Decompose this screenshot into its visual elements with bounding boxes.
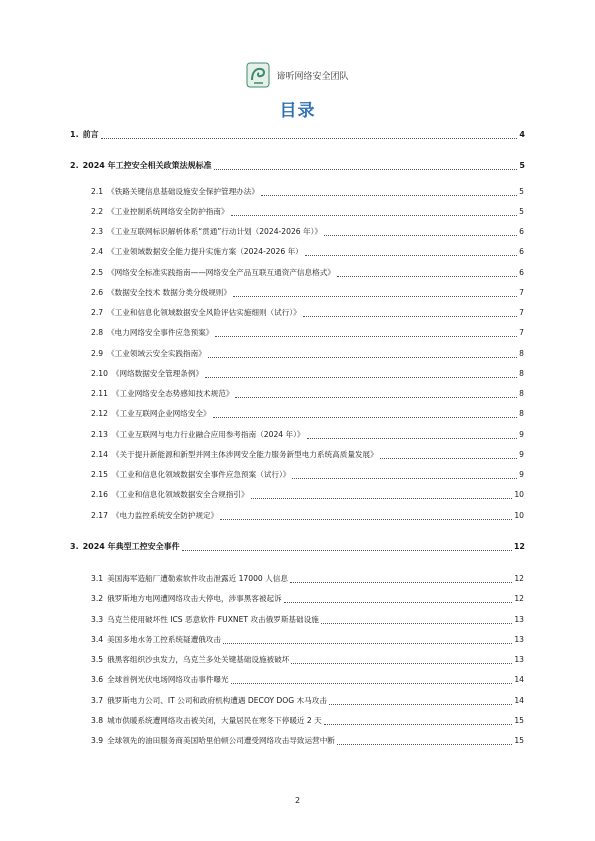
toc-entry-title: 乌克兰使用破坏性 ICS 恶意软件 FUXNET 攻击俄罗斯基础设施 [107,615,319,624]
toc-leader-dots [329,704,512,705]
toc-entry-title: 《工业互联网标识解析体系“贯通”行动计划（2024-2026 年）》 [107,227,323,236]
toc-entry-number: 3.6 [91,675,104,684]
toc-entry-number: 2.4 [91,247,104,256]
toc-entry-title: 《工业和信息化领域数据安全事件应急预案（试行）》 [111,470,291,479]
toc-entry-page: 15 [514,736,524,745]
toc-entry-title: 《网络安全标准实践指南——网络安全产品互联互通资产信息格式》 [107,268,335,277]
toc-entry[interactable] [70,541,525,553]
toc-entry-title: 《工业领域数据安全能力提升实施方案（2024-2026 年） [107,247,303,256]
toc-entry-number: 2.14 [91,450,108,459]
toc-entry-title: 2024 年典型工控安全事件 [82,542,180,551]
toc-entry-title: 全球领先的油田服务商美国哈里伯顿公司遭受网络攻击导致运营中断 [107,736,335,745]
toc-entry-title: 《数据安全技术 数据分类分级规则》 [107,288,231,297]
toc-entry-number: 3.8 [91,716,104,725]
toc-leader-dots [223,643,512,644]
toc-entry-page: 6 [519,247,524,256]
toc-entry-title: 《工业控制系统网络安全防护指南》 [107,207,229,216]
toc-leader-dots [235,397,517,398]
toc-entry-number: 3.5 [91,655,104,664]
toc-entry-number: 2.15 [91,470,108,479]
team-logo-icon [246,62,270,88]
toc-entry-title: 美国海军造船厂遭勒索软件攻击泄露近 17000 人信息 [107,574,288,583]
toc-entry[interactable] [91,307,524,319]
toc-entry-title: 《铁路关键信息基础设施安全保护管理办法》 [107,187,259,196]
toc-entry-page: 12 [514,574,524,583]
toc-entry[interactable] [91,186,524,198]
toc-entry-number: 2.5 [91,268,104,277]
toc-entry-page: 7 [519,308,524,317]
toc-entry-title: 《工业网络安全态势感知技术规范》 [111,389,234,398]
toc-entry-page: 8 [519,349,524,358]
toc-entry-page: 8 [519,409,524,418]
toc-entry-page: 8 [519,389,524,398]
toc-entry-title: 俄黑客组织沙虫发力，乌克兰多处关键基础设施被破坏 [107,655,290,664]
toc-entry-page: 9 [519,450,524,459]
toc-entry-page: 15 [514,716,524,725]
toc-entry[interactable] [91,408,524,420]
toc-entry[interactable] [91,674,524,686]
toc-entry[interactable] [91,510,524,522]
toc-entry-number: 2.7 [91,308,104,317]
toc-entry-number: 3. [70,542,79,551]
toc-entry-title: 《工业和信息化领域数据安全合规指引》 [111,490,249,499]
toc-leader-dots [291,663,512,664]
toc-leader-dots [284,602,513,603]
toc-entry-number: 2.1 [91,187,104,196]
toc-leader-dots [261,195,517,196]
toc-leader-dots [290,582,512,583]
toc-entry-title: 美国多地水务工控系统疑遭俄攻击 [107,635,221,644]
toc-entry-title: 《关于提升新能源和新型并网主体涉网安全能力服务新型电力系统高质量发展》 [111,450,378,459]
toc-entry[interactable] [91,489,524,501]
toc-entry[interactable] [91,206,524,218]
toc-entry-page: 10 [514,490,524,499]
toc-entry-page: 7 [519,328,524,337]
toc-entry-page: 13 [514,635,524,644]
toc-entry-page: 6 [519,268,524,277]
toc-leader-dots [307,438,518,439]
toc-entry[interactable] [70,160,525,172]
toc-entry-number: 3.9 [91,736,104,745]
toc-entry-page: 10 [514,511,524,520]
toc-entry-title: 《工业和信息化领域数据安全风险评估实施细则（试行）》 [107,308,301,317]
toc-entry-number: 2.16 [91,490,108,499]
toc-entry-page: 14 [514,675,524,684]
toc-leader-dots [213,417,518,418]
page-title: 目录 [279,101,316,121]
team-name: 谛听网络安全团队 [276,71,349,82]
toc-entry-page: 5 [519,207,524,216]
toc-entry-page: 4 [519,130,525,139]
toc-entry-number: 2.8 [91,328,104,337]
toc-entry[interactable] [91,573,524,585]
toc-entry[interactable] [91,287,524,299]
toc-leader-dots [205,377,517,378]
toc-entry-number: 2.10 [91,369,108,378]
toc-entry-page: 14 [514,696,524,705]
toc-entry-title: 《工业互联网企业网络安全》 [111,409,211,418]
toc-entry-number: 2.11 [91,389,108,398]
toc-entry-title: 《电力监控系统安全防护规定》 [111,511,219,520]
toc-entry[interactable] [91,654,524,666]
toc-entry-number: 2. [70,161,79,170]
toc-entry-title: 城市供暖系统遭网络攻击被关闭，大量居民在寒冬下停暖近 2 天 [107,716,322,725]
toc-entry-page: 9 [519,470,524,479]
toc-entry-page: 5 [519,187,524,196]
toc-entry-title: 全球首例光伏电场网络攻击事件曝光 [107,675,229,684]
page-header [0,62,595,88]
toc-entry-number: 2.3 [91,227,104,236]
toc-leader-dots [337,276,517,277]
toc-entry-page: 8 [519,369,524,378]
toc-entry[interactable] [70,129,525,141]
toc-entry-number: 3.1 [91,574,104,583]
toc-entry-title: 《电力网络安全事件应急预案》 [107,328,214,337]
toc-entry[interactable] [91,593,524,605]
toc-entry-page: 13 [514,615,524,624]
toc-entry-number: 2.17 [91,511,108,520]
toc-entry-number: 1. [70,130,79,139]
toc-leader-dots [324,724,513,725]
toc-entry[interactable] [91,695,524,707]
toc-entry-number: 2.6 [91,288,104,297]
toc-leader-dots [215,336,517,337]
toc-entry-page: 7 [519,288,524,297]
toc-entry[interactable] [91,327,524,339]
toc-entry-title: 俄罗斯地方电网遭网络攻击大停电，涉事黑客被起诉 [107,594,282,603]
toc-entry-title: 俄罗斯电力公司、IT 公司和政府机构遭遇 DECOY DOG 木马攻击 [107,696,327,705]
toc-leader-dots [337,744,512,745]
toc-leader-dots [214,169,518,170]
toc-leader-dots [208,357,517,358]
toc-entry-number: 3.2 [91,594,104,603]
toc-leader-dots [251,498,513,499]
toc-entry[interactable] [91,388,524,400]
toc-leader-dots [231,683,513,684]
toc-entry-number: 3.3 [91,615,104,624]
toc-entry[interactable] [91,368,524,380]
toc-entry-title: 《工业互联网与电力行业融合应用参考指南（2024 年）》 [111,430,305,439]
toc-leader-dots [233,296,517,297]
toc-entry-page: 6 [519,227,524,236]
toc-entry[interactable] [91,449,524,461]
toc-entry-number: 2.13 [91,430,108,439]
toc-entry-page: 13 [514,655,524,664]
toc-entry-page: 12 [513,542,525,551]
toc-entry-page: 12 [514,594,524,603]
toc-leader-dots [321,623,513,624]
toc-entry-title: 《工业领域云安全实践指南》 [107,349,206,358]
toc-entry[interactable] [91,348,524,360]
toc-entry[interactable] [91,614,524,626]
toc-entry[interactable] [91,267,524,279]
toc-entry-number: 2.12 [91,409,108,418]
toc-leader-dots [231,215,518,216]
toc-entry[interactable] [91,246,524,258]
toc-entry-title: 2024 年工控安全相关政策法规标准 [82,161,212,170]
toc-entry-number: 2.9 [91,349,104,358]
toc-leader-dots [305,255,517,256]
toc-leader-dots [182,550,512,551]
toc-entry[interactable] [91,469,524,481]
toc-leader-dots [101,138,518,139]
toc-entry-number: 3.4 [91,635,104,644]
toc-entry-number: 3.7 [91,696,104,705]
toc-leader-dots [292,478,517,479]
toc-entry-number: 2.2 [91,207,104,216]
toc-leader-dots [220,519,512,520]
toc-leader-dots [303,316,517,317]
toc-entry[interactable] [91,429,524,441]
toc-leader-dots [380,458,517,459]
toc-entry-title: 前言 [82,130,99,139]
toc-entry-page: 5 [519,161,525,170]
page-number: 2 [294,796,301,805]
toc-entry[interactable] [91,634,524,646]
toc-entry[interactable] [91,226,524,238]
toc-entry[interactable] [91,735,524,747]
toc-entry-page: 9 [519,430,524,439]
toc-entry-title: 《网络数据安全管理条例》 [111,369,204,378]
toc-leader-dots [324,235,517,236]
toc-entry[interactable] [91,715,524,727]
